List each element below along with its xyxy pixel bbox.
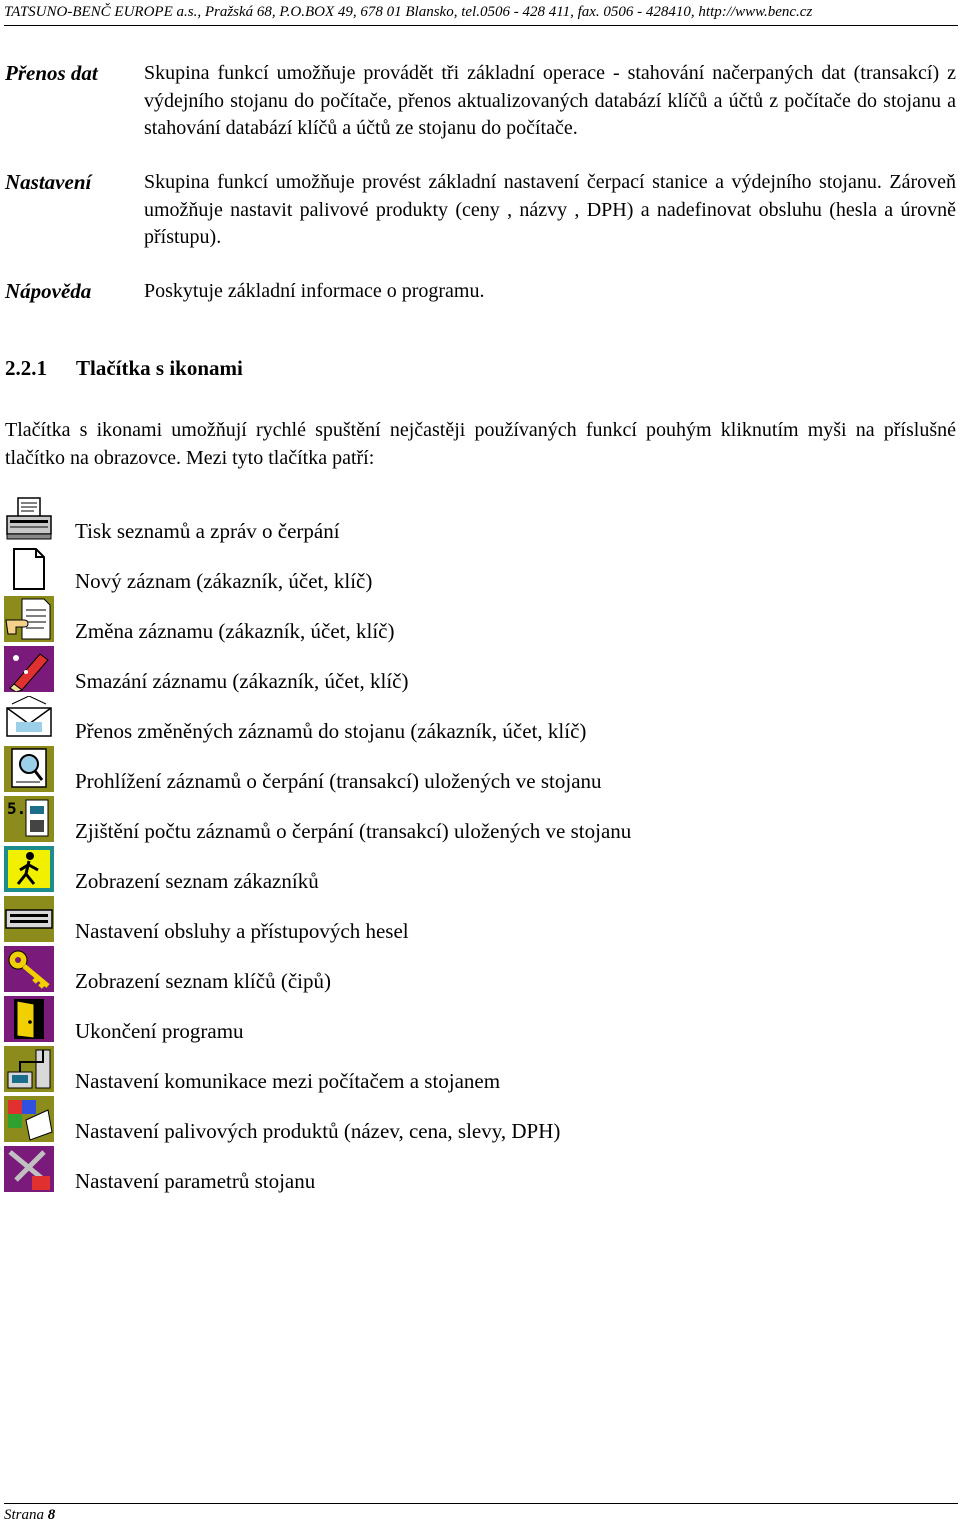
icon-label: Zjištění počtu záznamů o čerpání (transakcí) uložených ve stojanu — [75, 819, 632, 843]
icon-label: Nastavení komunikace mezi počítačem a stojanem — [75, 1069, 501, 1093]
section-intro: Tlačítka s ikonami umožňují rychlé spuštění nejčastěji používaných funkcí pouhým kliknutím myši na příslušné tlačítko na obrazovce. Mezi tyto tlačítka patří: — [5, 419, 956, 469]
icon-label: Smazání záznamu (zákazník, účet, klíč) — [75, 669, 409, 693]
list-item — [4, 1046, 764, 1096]
icon-label: Změna záznamu (zákazník, účet, klíč) — [75, 619, 395, 643]
description-napoveda: Poskytuje základní informace o programu. — [144, 280, 485, 302]
list-item — [4, 896, 764, 946]
envelope-icon — [4, 696, 54, 742]
icon-label: Prohlížení záznamů o čerpání (transakcí) uložených ve stojanu — [75, 769, 602, 793]
page-header: TATSUNO-BENČ EUROPE a.s., Pražská 68, P.O.BOX 49, 678 01 Blansko, tel.0506 - 428 411, fax. 0506 - 428410, http://www.benc.cz — [4, 4, 813, 20]
section-number: 2.2.1 — [5, 356, 47, 380]
description-nastaveni: Skupina funkcí umožňuje provést základní nastavení čerpací stanice a výdejního stojanu. Zároveň umožňuje nastavit palivové produkty (ceny , názvy , DPH) a nadefinovat obsluhu (hesla a úrovně přístupu). — [144, 171, 956, 248]
list-item — [4, 1096, 764, 1146]
icon-label: Ukončení programu — [75, 1019, 244, 1043]
footer-label: Strana — [4, 1507, 45, 1523]
icon-label: Zobrazení seznam zákazníků — [75, 869, 319, 893]
icon-label: Přenos změněných záznamů do stojanu (zákazník, účet, klíč) — [75, 719, 587, 743]
list-item — [4, 796, 764, 846]
icon-label: Nový záznam (zákazník, účet, klíč) — [75, 569, 373, 593]
page-footer — [4, 1507, 55, 1524]
exit-door-icon — [4, 996, 54, 1042]
icon-label: Tisk seznamů a zpráv o čerpání — [75, 519, 340, 543]
section-heading — [5, 356, 243, 381]
term-nastaveni: Nastavení — [5, 170, 92, 194]
key-icon — [4, 946, 54, 992]
icon-button-list — [4, 496, 764, 1196]
fuel-products-icon — [4, 1096, 54, 1142]
header-divider — [4, 25, 958, 26]
list-item — [4, 996, 764, 1046]
list-item — [4, 946, 764, 996]
communication-icon — [4, 1046, 54, 1092]
browse-records-icon — [4, 746, 54, 792]
term-prenos-dat: Přenos dat — [5, 61, 98, 85]
term-napoveda: Nápověda — [5, 279, 92, 303]
list-item — [4, 846, 764, 896]
new-document-icon — [4, 546, 54, 592]
edit-record-icon — [4, 596, 54, 642]
svg-text:5.: 5. — [7, 799, 27, 818]
footer-divider — [4, 1503, 958, 1504]
page-number: 8 — [47, 1507, 56, 1523]
list-item — [4, 1146, 764, 1196]
list-item — [4, 546, 764, 596]
printer-icon — [4, 496, 54, 542]
dispenser-settings-icon — [4, 1146, 54, 1192]
list-item — [4, 496, 764, 546]
delete-eraser-icon — [4, 646, 54, 692]
icon-label: Nastavení parametrů stojanu — [75, 1169, 316, 1193]
count-records-icon — [4, 796, 54, 842]
section-title: Tlačítka s ikonami — [76, 356, 243, 380]
list-item — [4, 746, 764, 796]
list-item — [4, 646, 764, 696]
list-item — [4, 696, 764, 746]
description-prenos-dat: Skupina funkcí umožňuje provádět tři základní operace - stahování načerpaných dat (transakcí) z výdejního stojanu do počítače, přenos aktualizovaných databází klíčů a účtů z počítače do stojanu a stahování databází klíčů a účtů ze stojanu do počítače. — [144, 62, 956, 139]
icon-label: Nastavení palivových produktů (název, cena, slevy, DPH) — [75, 1119, 561, 1143]
icon-label: Zobrazení seznam klíčů (čipů) — [75, 969, 331, 993]
icon-label: Nastavení obsluhy a přístupových hesel — [75, 919, 409, 943]
list-item — [4, 596, 764, 646]
walking-person-icon — [4, 846, 54, 892]
keyboard-icon — [4, 896, 54, 942]
